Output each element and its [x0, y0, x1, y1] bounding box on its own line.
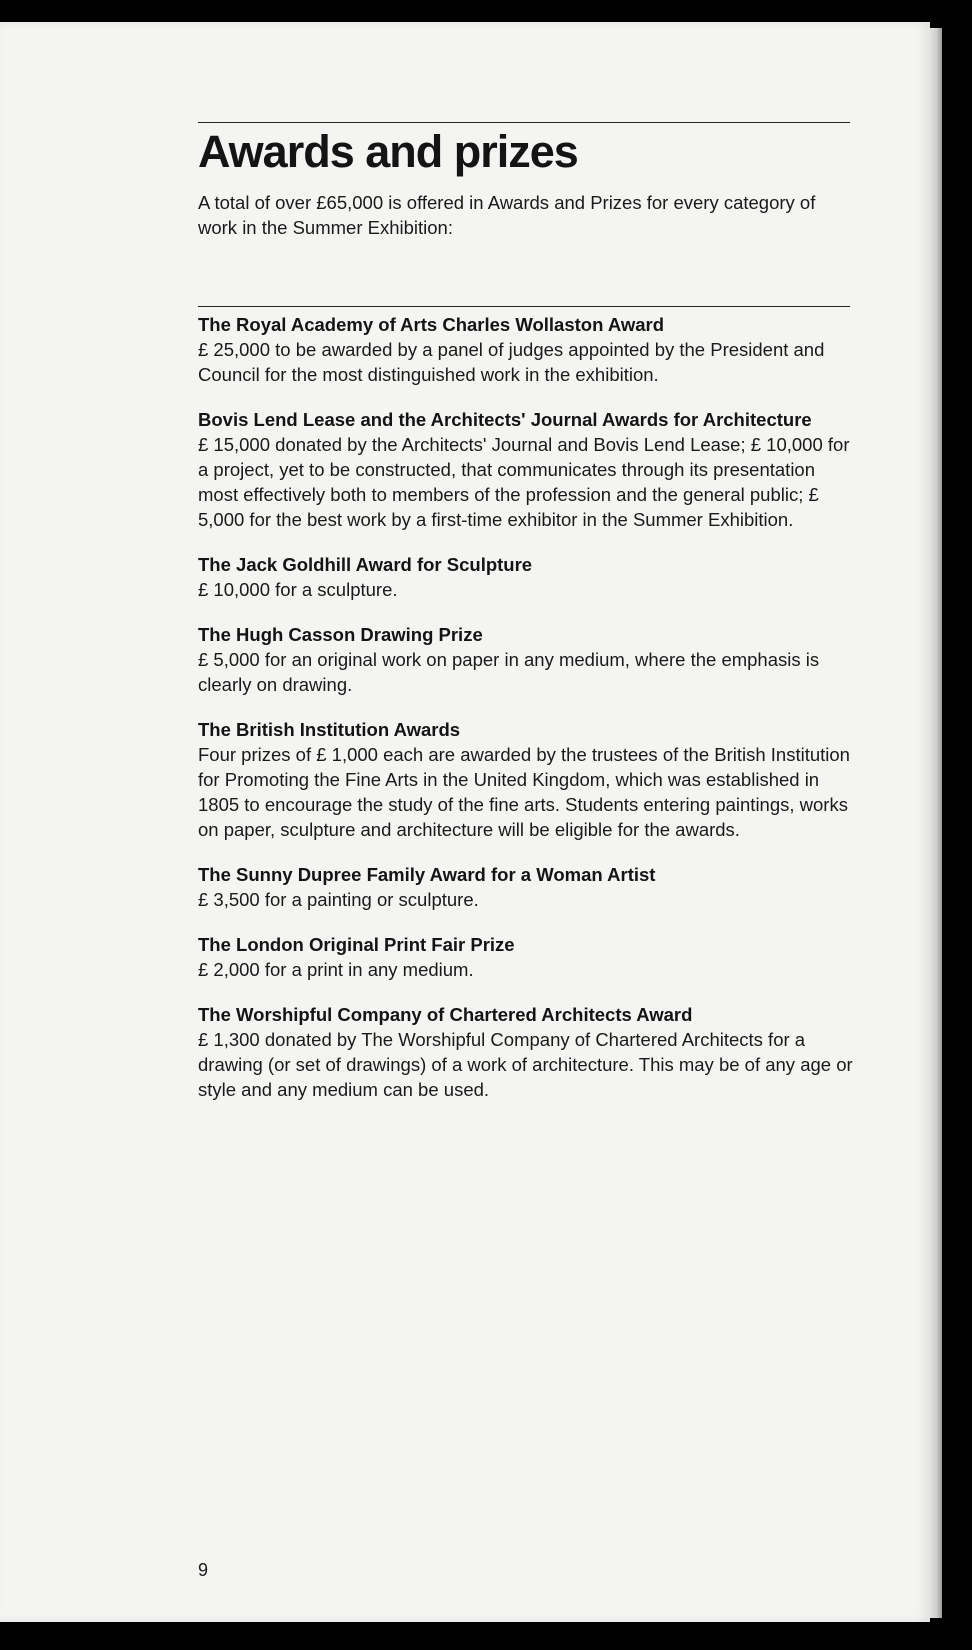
award-title: The Jack Goldhill Award for Sculpture	[198, 554, 533, 575]
award-description: £ 5,000 for an original work on paper in any medium, where the emphasis is clearly on drawing.	[198, 649, 820, 695]
award-description: £ 3,500 for a painting or sculpture.	[198, 889, 479, 910]
award-description: £ 15,000 donated by the Architects' Journal and Bovis Lend Lease; £ 10,000 for a project, yet to be constructed, that communicates through its presentation most effectively both to members of the profession and the general public; £ 5,000 for the best work by a first-time exhibitor in the Summer Exhibition.	[198, 434, 850, 530]
award-item	[198, 932, 858, 982]
award-item	[198, 1002, 858, 1102]
top-rule	[198, 122, 850, 123]
awards-list	[198, 312, 858, 1122]
award-title: Bovis Lend Lease and the Architects' Journal Awards for Architecture	[198, 409, 812, 430]
award-title: The London Original Print Fair Prize	[198, 934, 515, 955]
award-description: £ 2,000 for a print in any medium.	[198, 959, 474, 980]
award-title: The British Institution Awards	[198, 719, 461, 740]
page-number: 9	[198, 1560, 209, 1580]
award-description: £ 10,000 for a sculpture.	[198, 579, 398, 600]
intro-paragraph: A total of over £65,000 is offered in Awards and Prizes for every category of work in the Summer Exhibition:	[198, 192, 816, 238]
award-item	[198, 552, 858, 602]
award-description: £ 25,000 to be awarded by a panel of judges appointed by the President and Council for the most distinguished work in the exhibition.	[198, 339, 825, 385]
page-title: Awards and prizes	[198, 126, 578, 177]
award-item	[198, 622, 858, 697]
award-title: The Royal Academy of Arts Charles Wollaston Award	[198, 314, 665, 335]
award-item	[198, 407, 858, 532]
award-description: Four prizes of £ 1,000 each are awarded by the trustees of the British Institution for Promoting the Fine Arts in the United Kingdom, which was established in 1805 to encourage the study of the fine arts. Students entering paintings, works on paper, sculpture and architecture will be eligible for the awards.	[198, 744, 850, 840]
section-rule	[198, 306, 850, 307]
award-title: The Worshipful Company of Chartered Architects Award	[198, 1004, 693, 1025]
award-item	[198, 312, 858, 387]
page-edge	[928, 28, 942, 1618]
award-item	[198, 717, 858, 842]
award-description: £ 1,300 donated by The Worshipful Company of Chartered Architects for a drawing (or set of drawings) of a work of architecture. This may be of any age or style and any medium can be used.	[198, 1029, 853, 1100]
award-title: The Hugh Casson Drawing Prize	[198, 624, 483, 645]
award-item	[198, 862, 858, 912]
award-title: The Sunny Dupree Family Award for a Woman Artist	[198, 864, 656, 885]
